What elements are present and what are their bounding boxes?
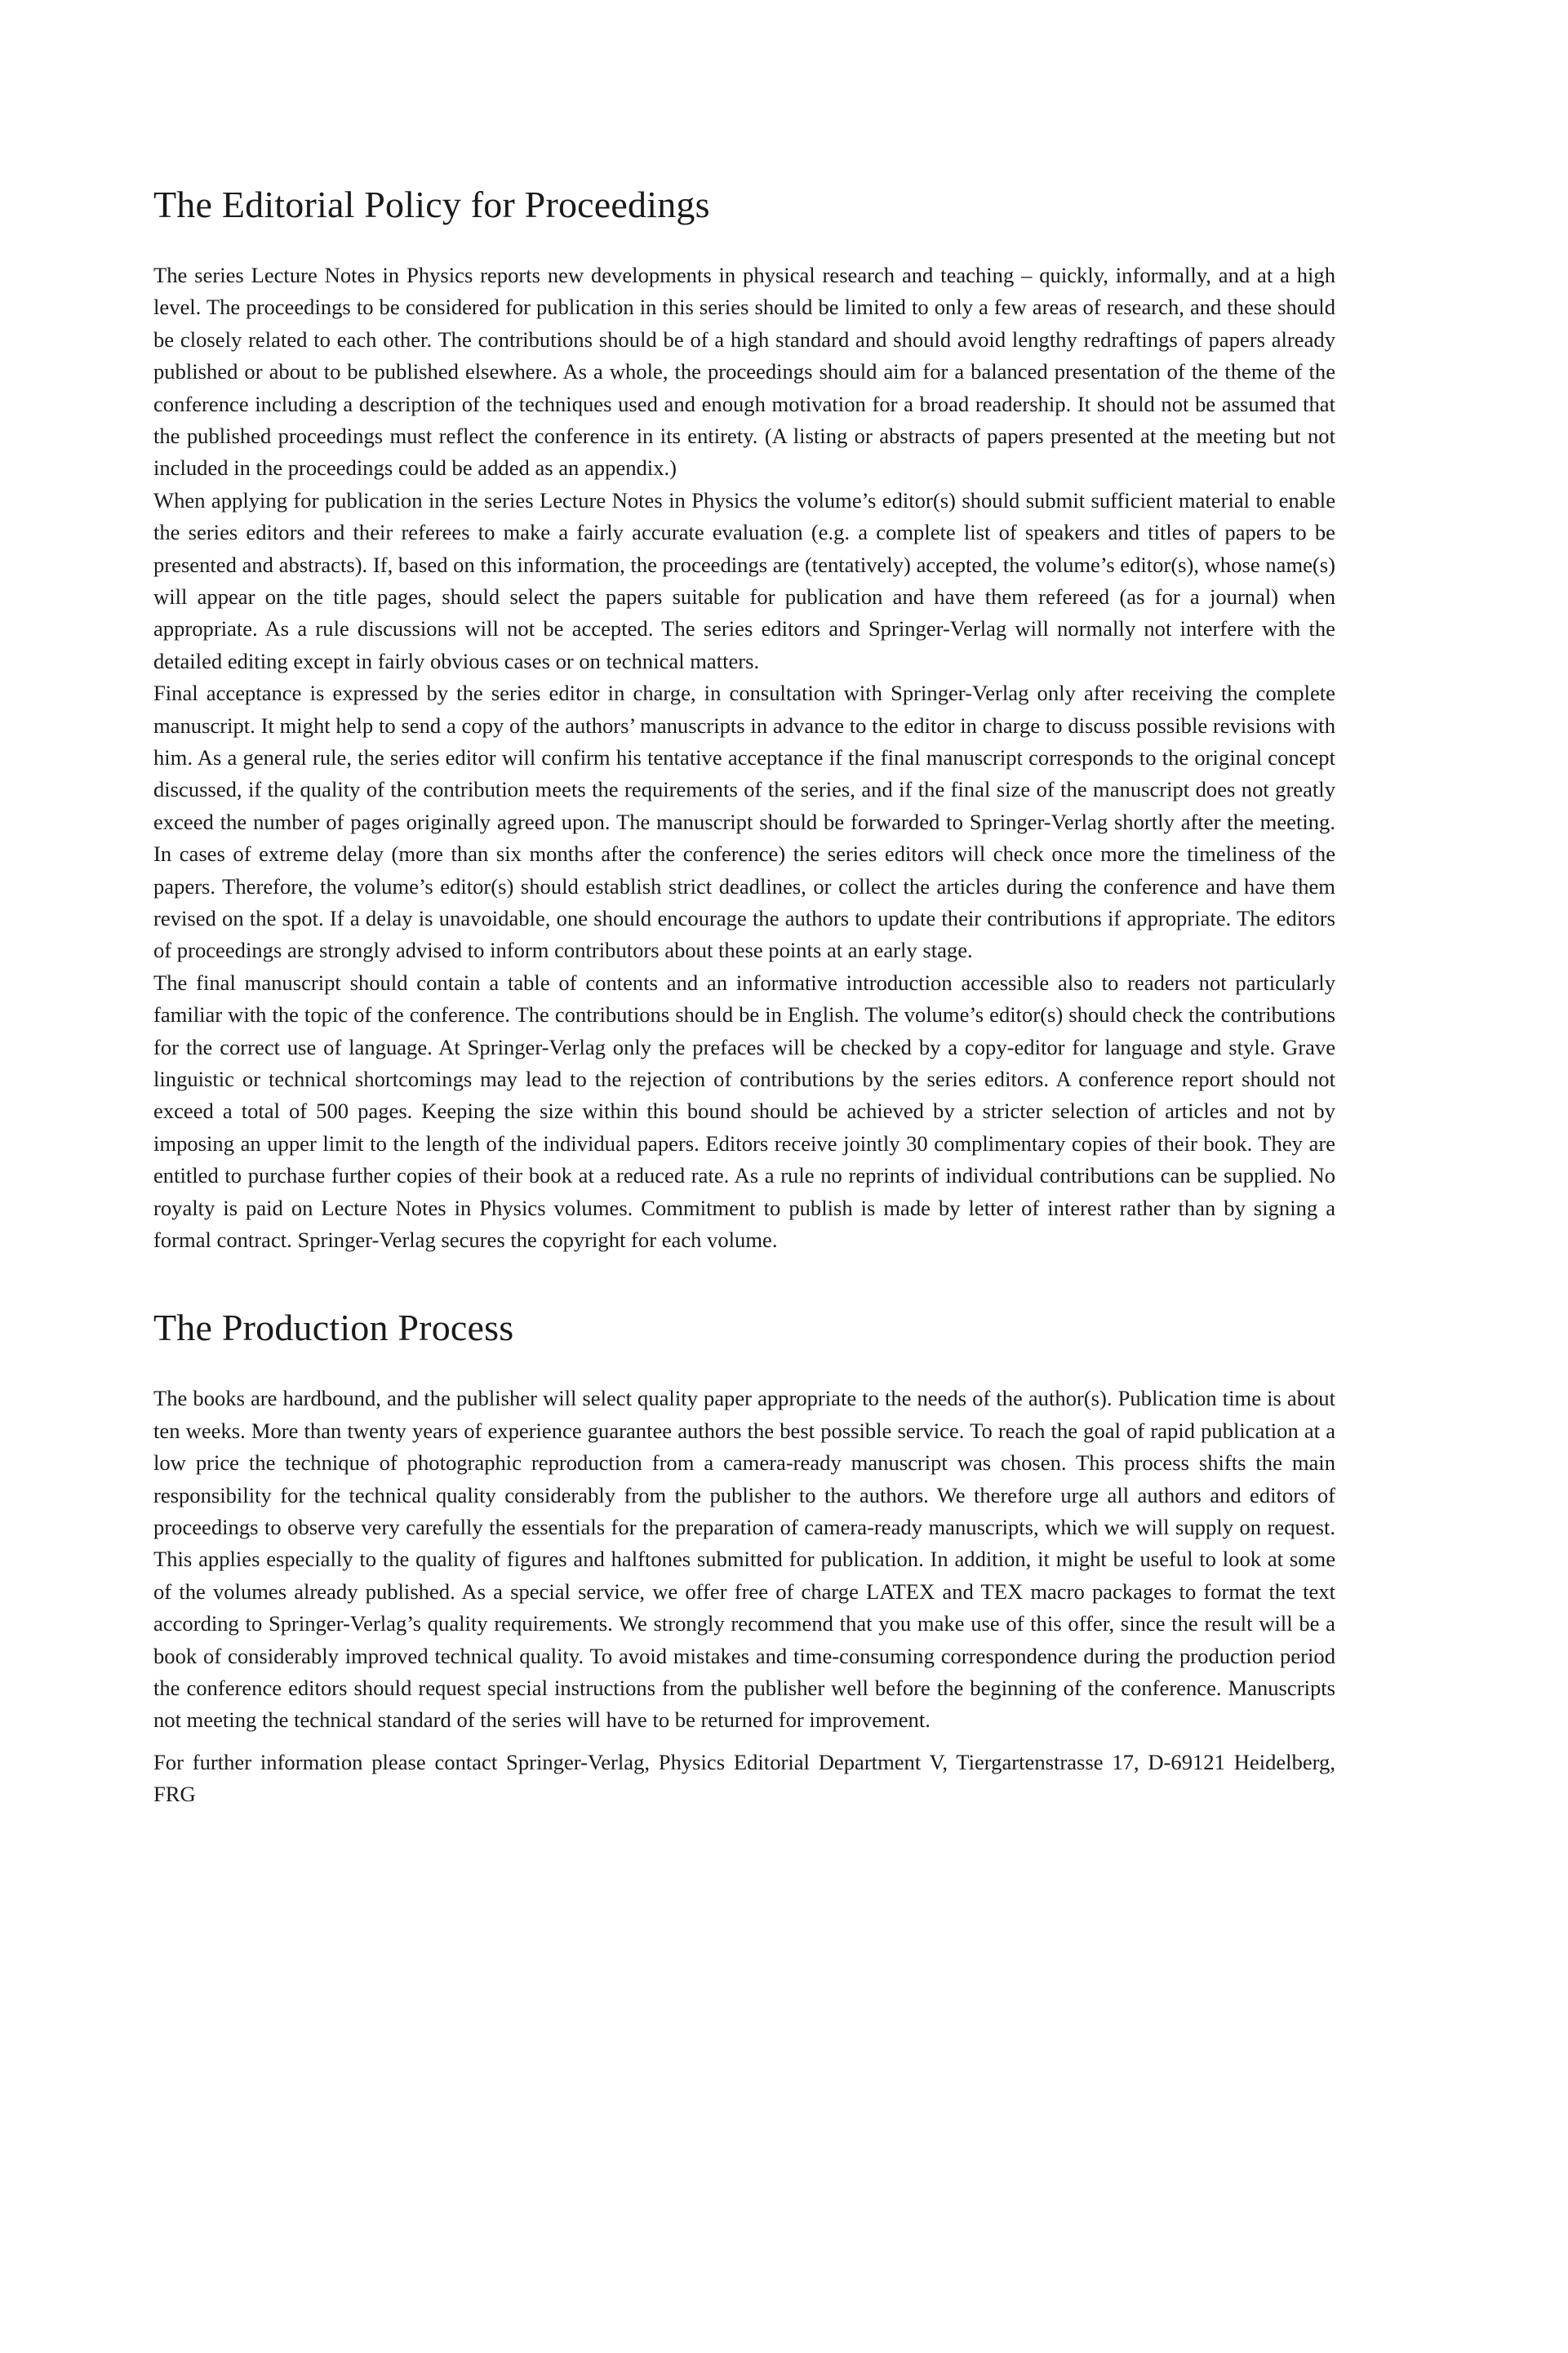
contact-paragraph: For further information please contact Springer-Verlag, Physics Editorial Department V, Tiergartenstrasse 17, D-69121 Heidelberg, FRG [153, 1749, 1335, 1807]
paragraph: Final acceptance is expressed by the series editor in charge, in consultation with Springer-Verlag only after receiving the complete manuscript. It might help to send a copy of the authors’ manuscripts in advance to the editor in charge to discuss possible revisions with him. As a general rule, the series editor will confirm his tentative acceptance if the final manuscript corresponds to the original concept discussed, if the quality of the contribution meets the requirements of the series, and if the final size of the manuscript does not greatly exceed the number of pages originally agreed upon. The manuscript should be forwarded to Springer-Verlag shortly after the meeting. In cases of extreme delay (more than six months after the conference) the series editors will check once more the timeliness of the papers. Therefore, the volume’s editor(s) should establish strict deadlines, or collect the articles during the conference and have them revised on the spot. If a delay is unavoidable, one should encourage the authors to update their contributions if appropriate. The editors of proceedings are strongly advised to inform contributors about these points at an early stage. [153, 681, 1335, 963]
paragraph: The books are hardbound, and the publisher will select quality paper appropriate to the needs of the author(s). Publication time is about ten weeks. More than twenty years of experience guarantee authors the best possible service. To reach the goal of rapid publication at a low price the technique of photographic reproduction from a camera-ready manuscript was chosen. This process shifts the main responsibility for the technical quality considerably from the publisher to the authors. We therefore urge all authors and editors of proceedings to observe very carefully the essentials for the preparation of camera-ready manuscripts, which we will supply on request. This applies especially to the quality of figures and halftones submitted for publication. In addition, it might be useful to look at some of the volumes already published. As a special service, we offer free of charge LATEX and TEX macro packages to format the text according to Springer-Verlag’s quality requirements. We strongly recommend that you make use of this offer, since the result will be a book of considerably improved technical quality. To avoid mistakes and time-consuming correspondence during the production period the conference editors should request special instructions from the publisher well before the beginning of the conference. Manuscripts not meeting the technical standard of the series will have to be returned for improvement. [153, 1386, 1335, 1733]
section-title: The Production Process [153, 1307, 514, 1349]
section-editorial-policy [153, 184, 1335, 1256]
section-production-process [153, 1307, 1335, 1810]
section-title: The Editorial Policy for Proceedings [153, 184, 710, 225]
paragraph: When applying for publication in the series Lecture Notes in Physics the volume’s editor(s) should submit sufficient material to enable the series editors and their referees to make a fairly accurate evaluation (e.g. a complete list of speakers and titles of papers to be presented and abstracts). If, based on this information, the proceedings are (tentatively) accepted, the volume’s editor(s), whose name(s) will appear on the title pages, should select the papers suitable for publication and have them refereed (as for a journal) when appropriate. As a rule discussions will not be accepted. The series editors and Springer-Verlag will normally not interfere with the detailed editing except in fairly obvious cases or on technical matters. [153, 487, 1335, 673]
paragraph: The final manuscript should contain a table of contents and an informative introduction accessible also to readers not particularly familiar with the topic of the conference. The contributions should be in English. The volume’s editor(s) should check the contributions for the correct use of language. At Springer-Verlag only the prefaces will be checked by a copy-editor for language and style. Grave linguistic or technical shortcomings may lead to the rejection of contributions by the series editors. A conference report should not exceed a total of 500 pages. Keeping the size within this bound should be achieved by a stricter selection of articles and not by imposing an upper limit to the length of the individual papers. Editors receive jointly 30 complimentary copies of their book. They are entitled to purchase further copies of their book at a reduced rate. As a rule no reprints of individual contributions can be supplied. No royalty is paid on Lecture Notes in Physics volumes. Commitment to publish is made by letter of interest rather than by signing a formal contract. Springer-Verlag secures the copyright for each volume. [153, 970, 1335, 1253]
document-page [153, 184, 1335, 1811]
paragraph: The series Lecture Notes in Physics reports new developments in physical research and teaching – quickly, informally, and at a high level. The proceedings to be considered for publication in this series should be limited to only a few areas of research, and these should be closely related to each other. The contributions should be of a high standard and should avoid lengthy redraftings of papers already published or about to be published elsewhere. As a whole, the proceedings should aim for a balanced presentation of the theme of the conference including a description of the techniques used and enough motivation for a broad readership. It should not be assumed that the published proceedings must reflect the conference in its entirety. (A listing or abstracts of papers presented at the meeting but not included in the proceedings could be added as an appendix.) [153, 262, 1335, 481]
